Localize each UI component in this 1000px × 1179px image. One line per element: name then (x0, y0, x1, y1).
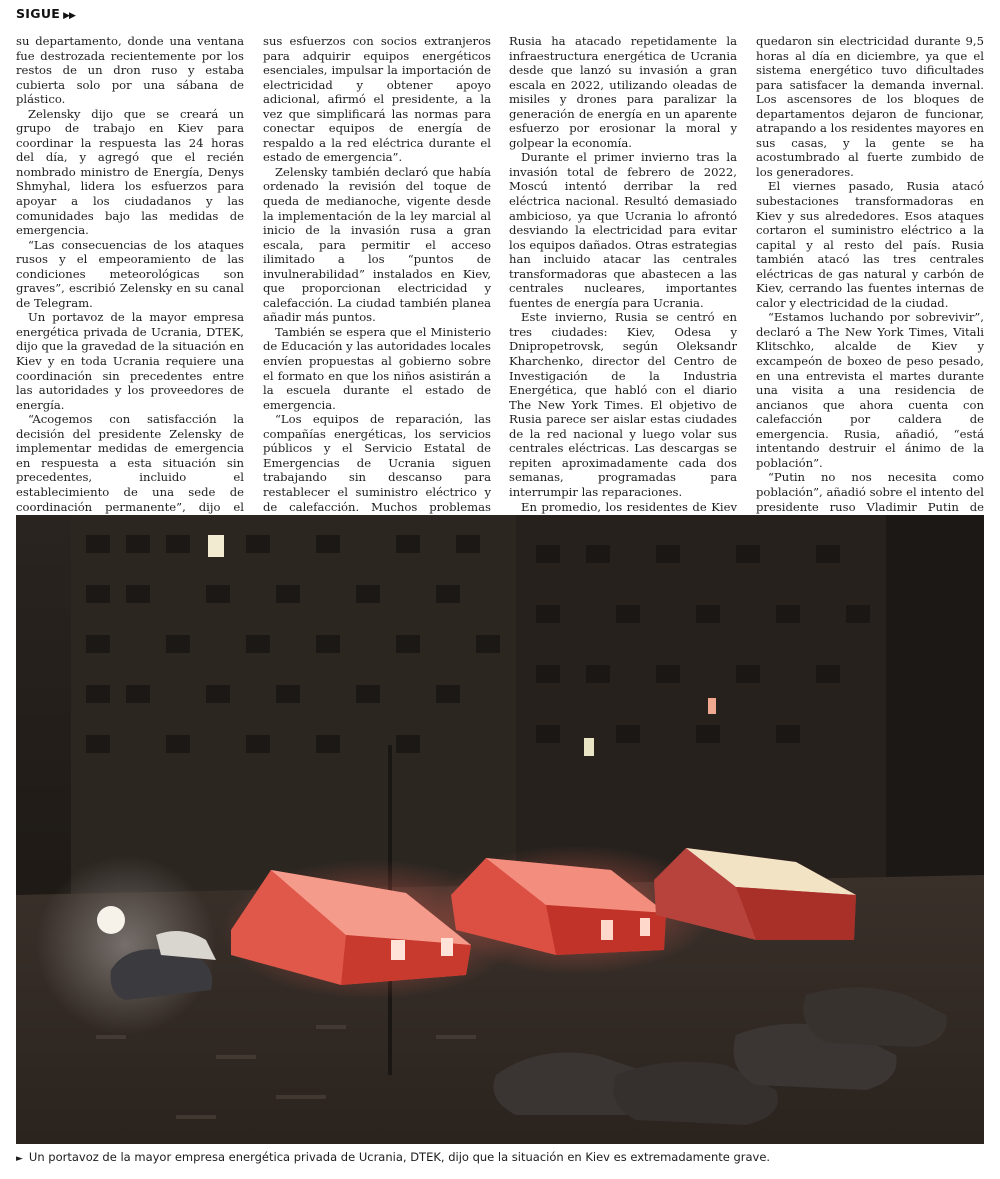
paragraph: sus esfuerzos con socios extranjeros para adquirir equipos energéticos esenciales, impulsar la importación de electricidad y obtener apoyo adicional, afirmó el presidente, a la vez que simplificará las normas para conectar equipos de energía de respaldo a la red eléctrica durante el estado de emergencia”. (263, 34, 491, 165)
paragraph: Zelensky también declaró que había ordenado la revisión del toque de queda de medianoche, vigente desde la implementación de la ley marcial al inicio de la invasión rusa a gran escala, para permitir el acceso ilimitado a los “puntos de invulnerabilidad” instalados en Kiev, que proporcionan electricidad y calefacción. La ciudad también planea añadir más puntos. (263, 164, 491, 325)
paragraph: “Los equipos de reparación, las compañías energéticas, los servicios públicos y el Servicio Estatal de Emergencias de Ucrania siguen trabajando sin descanso para restablecer el suministro eléctrico y de calefacción. Muchos problemas (263, 412, 491, 514)
article-column-1 (16, 34, 244, 572)
article-column-3 (509, 34, 737, 529)
news-photo (16, 515, 984, 1144)
paragraph: “Acogemos con satisfacción la decisión del presidente Zelensky de implementar medidas de emergencia en respuesta a esta situación sin precedentes, incluido el establecimiento de una sede de coordinación permanente”, dijo el (16, 412, 244, 514)
paragraph: Este invierno, Rusia se centró en tres ciudades: Kiev, Odesa y Dnipropetrovsk, según Oleksandr Kharchenko, director del Centro de Investigación de la Industria Energética, que habló con el diario The New York Times. El objetivo de Rusia parece ser aislar estas ciudades de la red nacional y luego volar sus centrales eléctricas. Las descargas se repiten aproximadamente cada dos semanas, programadas para interrumpir las reparaciones. (509, 310, 737, 499)
caption-text: Un portavoz de la mayor empresa energética privada de Ucrania, DTEK, dijo que la situación en Kiev es extremadamente grave. (28, 1150, 771, 1164)
paragraph: su departamento, donde una ventana fue destrozada recientemente por los restos de un dron ruso y estaba cubierta solo por una sábana de plástico. (16, 34, 244, 107)
paragraph: “Las consecuencias de los ataques rusos y el empeoramiento de las condiciones meteorológicas son graves”, escribió Zelensky en su canal de Telegram. (16, 237, 244, 310)
continuation-label (16, 6, 75, 21)
paragraph: Durante el primer invierno tras la invasión total de febrero de 2022, Moscú intentó derribar la red eléctrica nacional. Resultó demasiado ambicioso, ya que Ucrania lo afrontó desviando la electricidad para evitar los equipos dañados. Otras estrategias han incluido atacar las centrales transformadoras que abastecen a las centrales nucleares, importantes fuentes de energía para Ucrania. (509, 150, 737, 310)
paragraph: “Estamos luchando por sobrevivir”, declaró a The New York Times, Vitali Klitschko, alcalde de Kiev y excampeón de boxeo de peso pesado, en una entrevista el martes durante una visita a una residencia de ancianos que ahora cuenta con calefacción por caldera de emergencia. Rusia, añadió, “está intentando destruir el ánimo de la población”. (756, 310, 984, 470)
night-tents-illustration (16, 515, 984, 1144)
paragraph: Un portavoz de la mayor empresa energética privada de Ucrania, DTEK, dijo que la gravedad de la situación en Kiev y en toda Ucrania requiere una coordinación sin precedentes entre las autoridades y los proveedores de energía. (16, 310, 244, 412)
caption-marker-icon: ► (16, 1154, 23, 1164)
sigue-text: SIGUE (16, 6, 61, 21)
paragraph: En promedio, los residentes de Kiev (521, 499, 737, 514)
double-arrow-icon: ▶▶ (63, 11, 75, 21)
article-body (16, 34, 984, 514)
paragraph: El viernes pasado, Rusia atacó subestaciones transformadoras en Kiev y sus alrededores. Esos ataques cortaron el suministro eléctrico a la capital y al resto del país. Rusia también atacó las tres centrales eléctricas de gas natural y carbón de Kiev, cerrando las fuentes internas de calor y electricidad de la ciudad. (756, 179, 984, 310)
article-column-2 (263, 34, 491, 543)
paragraph: Zelensky dijo que se creará un grupo de trabajo en Kiev para coordinar la respuesta las 24 horas del día, y agregó que el recién nombrado ministro de Energía, Denys Shmyhal, lidera los esfuerzos para apoyar a los ciudadanos y las comunidades bajo las medidas de emergencia. (16, 106, 244, 238)
photo-caption (16, 1150, 984, 1164)
paragraph: quedaron sin electricidad durante 9,5 horas al día en diciembre, ya que el sistema energético tuvo dificultades para satisfacer la demanda invernal. Los ascensores de los bloques de departamentos dejaron de funcionar, atrapando a los residentes mayores en sus casas, y la gente se ha acostumbrado al fuerte zumbido de los generadores. (756, 34, 984, 179)
article-column-4 (756, 34, 984, 543)
paragraph: También se espera que el Ministerio de Educación y las autoridades locales envíen propuestas al gobierno sobre el formato en que los niños asistirán a la escuela durante el estado de emergencia. (263, 324, 491, 412)
paragraph: “Putin no nos necesita como población”, añadió sobre el intento del presidente ruso Vladimir Putin de (756, 470, 984, 543)
paragraph: Rusia ha atacado repetidamente la infraestructura energética de Ucrania desde que lanzó su invasión a gran escala en 2022, utilizando oleadas de misiles y drones para paralizar la generación de energía en un aparente esfuerzo por erosionar la moral y golpear la economía. (509, 34, 737, 150)
